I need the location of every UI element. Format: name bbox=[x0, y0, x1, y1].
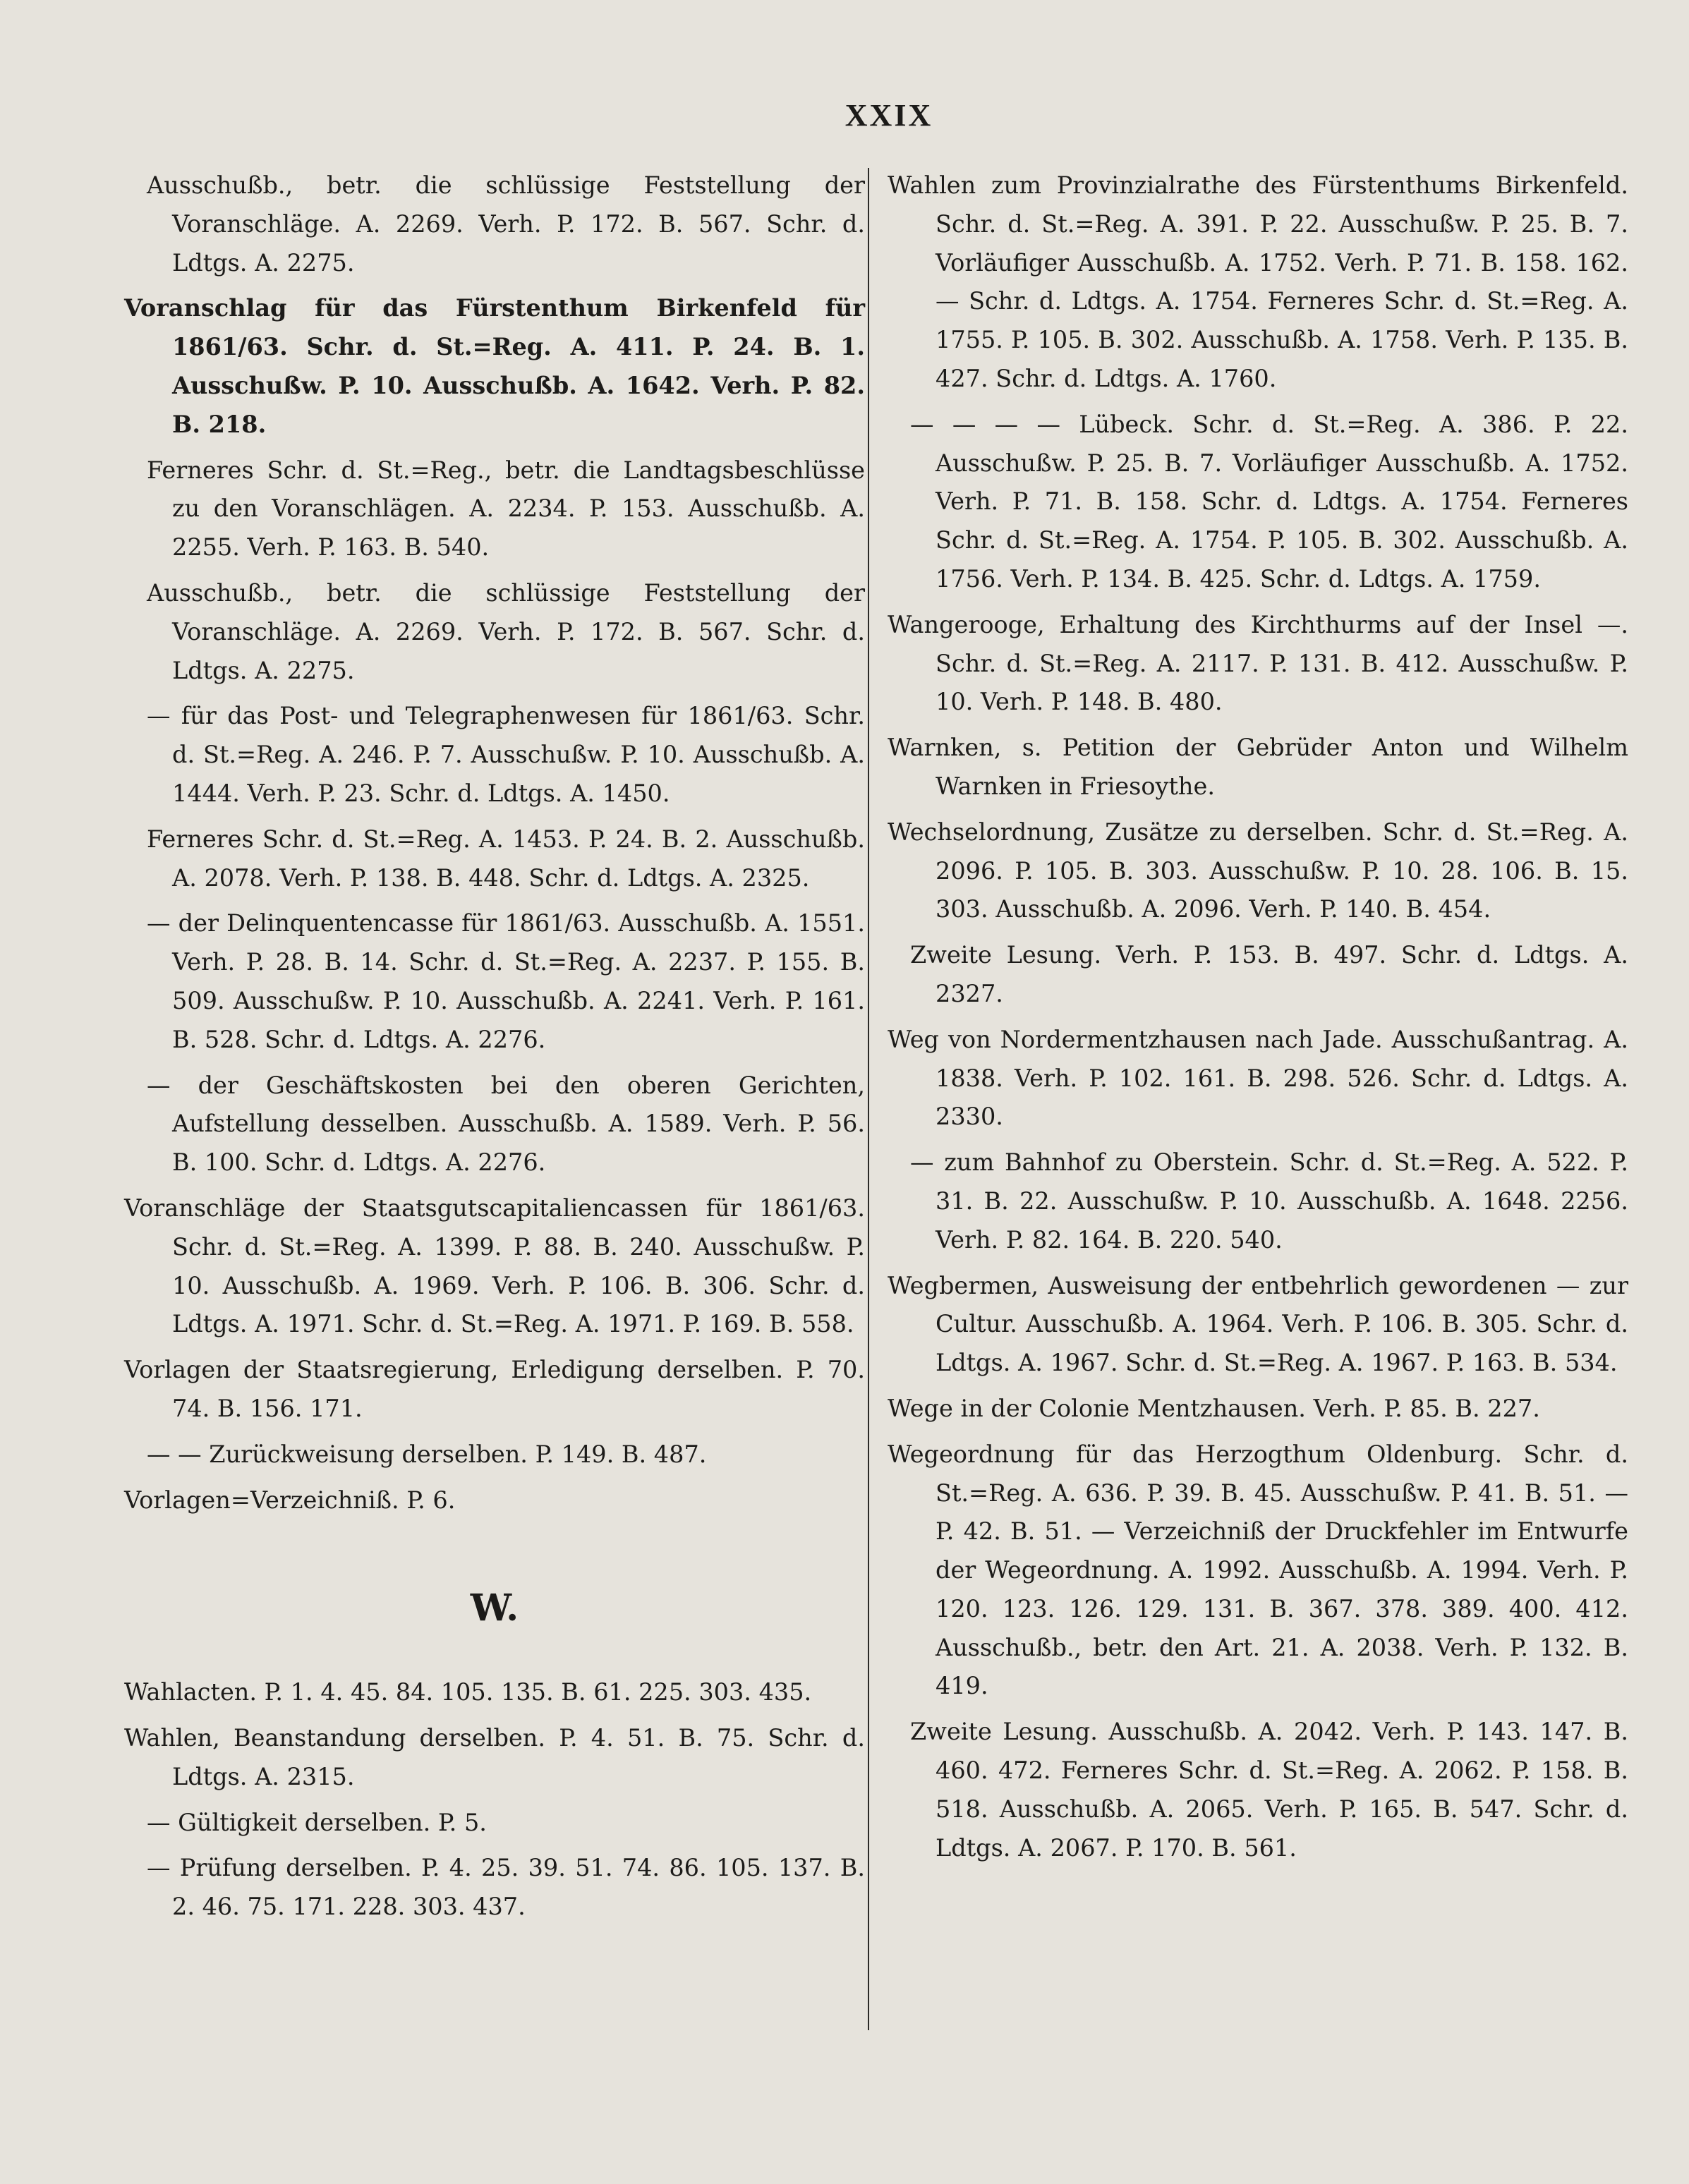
index-entry: Ferneres Schr. d. St.=Reg., betr. die Landtagsbeschlüsse zu den Voranschlägen. A. 2234. P. 153. Ausschußb. A. 2255. Verh. P. 163. B. 540. bbox=[147, 456, 865, 562]
index-entry: Ausschußb., betr. die schlüssige Feststellung der Voranschläge. A. 2269. Verh. P. 172. B. 567. Schr. d. Ldtgs. A. 2275. bbox=[147, 171, 865, 277]
index-entry: — der Geschäftskosten bei den oberen Gerichten, Aufstellung desselben. Ausschußb. A. 1589. Verh. P. 56. B. 100. Schr. d. Ldtgs. A. 2276. bbox=[147, 1071, 865, 1177]
index-entry: Ferneres Schr. d. St.=Reg. A. 1453. P. 24. B. 2. Ausschußb. A. 2078. Verh. P. 138. B. 448. Schr. d. Ldtgs. A. 2325. bbox=[147, 825, 865, 892]
index-entry: Wegeordnung für das Herzogthum Oldenburg. Schr. d. St.=Reg. A. 636. P. 39. B. 45. Ausschußw. P. 41. B. 51. — P. 42. B. 51. — Verzeichniß der Druckfehler im Entwurfe der Wegeordnung. A. 1992. Ausschußb. A. 1994. Verh. P. 120. 123. 126. 129. 131. B. 367. 378. 389. 400. 412. Ausschußb., betr. den Art. 21. A. 2038. Verh. P. 132. B. 419. bbox=[888, 1440, 1628, 1700]
right-column bbox=[888, 166, 1628, 1874]
index-entry: — für das Post- und Telegraphenwesen für 1861/63. Schr. d. St.=Reg. A. 246. P. 7. Ausschußw. P. 10. Ausschußb. A. 1444. Verh. P. 23. Schr. d. Ldtgs. A. 1450. bbox=[147, 702, 865, 807]
index-entry: Warnken, s. Petition der Gebrüder Anton und Wilhelm Warnken in Friesoythe. bbox=[888, 734, 1628, 800]
index-entry: Wangerooge, Erhaltung des Kirchthurms auf der Insel —. Schr. d. St.=Reg. A. 2117. P. 131. B. 412. Ausschußw. P. 10. Verh. P. 148. B. 480. bbox=[888, 610, 1628, 716]
index-entry: — — — — Lübeck. Schr. d. St.=Reg. A. 386. P. 22. Ausschußw. P. 25. B. 7. Vorläufiger Ausschußb. A. 1752. Verh. P. 71. B. 158. Schr. d. Ldtgs. A. 1754. Ferneres Schr. d. St.=Reg. A. 1754. P. 105. B. 302. Ausschußb. A. 1756. Verh. P. 134. B. 425. Schr. d. Ldtgs. A. 1759. bbox=[910, 410, 1628, 593]
index-entry: Voranschläge der Staatsgutscapitaliencassen für 1861/63. Schr. d. St.=Reg. A. 1399. P. 88. B. 240. Ausschußw. P. 10. Ausschußb. A. 1969. Verh. P. 106. B. 306. Schr. d. Ldtgs. A. 1971. Schr. d. St.=Reg. A. 1971. P. 169. B. 558. bbox=[124, 1194, 865, 1338]
index-entry: Vorlagen=Verzeichniß. P. 6. bbox=[124, 1486, 456, 1514]
index-entry: Wahlacten. P. 1. 4. 45. 84. 105. 135. B. 61. 225. 303. 435. bbox=[124, 1678, 812, 1706]
column-divider bbox=[868, 168, 869, 2030]
index-entry: Wege in der Colonie Mentzhausen. Verh. P. 85. B. 227. bbox=[888, 1394, 1540, 1422]
index-entry: — Prüfung derselben. P. 4. 25. 39. 51. 74. 86. 105. 137. B. 2. 46. 75. 171. 228. 303. 437. bbox=[147, 1854, 865, 1921]
index-entry: — — Zurückweisung derselben. P. 149. B. 487. bbox=[147, 1440, 707, 1468]
index-entry: Zweite Lesung. Verh. P. 153. B. 497. Schr. d. Ldtgs. A. 2327. bbox=[910, 941, 1628, 1007]
index-entry: Zweite Lesung. Ausschußb. A. 2042. Verh. P. 143. 147. B. 460. 472. Ferneres Schr. d. St.=Reg. A. 2062. P. 158. B. 518. Ausschußb. A. 2065. Verh. P. 165. B. 547. Schr. d. Ldtgs. A. 2067. P. 170. B. 561. bbox=[910, 1718, 1628, 1862]
index-entry: Voranschlag für das Fürstenthum Birkenfeld für 1861/63. Schr. d. St.=Reg. A. 411. P. 24. B. 1. Ausschußw. P. 10. Ausschußb. A. 1642. Verh. P. 82. B. 218. bbox=[124, 294, 865, 438]
index-entry: Ausschußb., betr. die schlüssige Feststellung der Voranschläge. A. 2269. Verh. P. 172. B. 567. Schr. d. Ldtgs. A. 2275. bbox=[147, 578, 865, 684]
index-entry: Wahlen, Beanstandung derselben. P. 4. 51. B. 75. Schr. d. Ldtgs. A. 2315. bbox=[124, 1724, 865, 1790]
index-entry: — zum Bahnhof zu Oberstein. Schr. d. St.=Reg. A. 522. P. 31. B. 22. Ausschußw. P. 10. Ausschußb. A. 1648. 2256. Verh. P. 82. 164. B. 220. 540. bbox=[910, 1148, 1628, 1254]
index-entry: Wechselordnung, Zusätze zu derselben. Schr. d. St.=Reg. A. 2096. P. 105. B. 303. Ausschußw. P. 10. 28. 106. B. 15. 303. Ausschußb. A. 2096. Verh. P. 140. B. 454. bbox=[888, 818, 1628, 923]
index-entry: Wegbermen, Ausweisung der entbehrlich gewordenen — zur Cultur. Ausschußb. A. 1964. Verh. P. 106. B. 305. Schr. d. Ldtgs. A. 1967. Schr. d. St.=Reg. A. 1967. P. 163. B. 534. bbox=[888, 1271, 1628, 1377]
index-entry: Vorlagen der Staatsregierung, Erledigung derselben. P. 70. 74. B. 156. 171. bbox=[124, 1356, 865, 1422]
index-entry: Wahlen zum Provinzialrathe des Fürstenthums Birkenfeld. Schr. d. St.=Reg. A. 391. P. 22. Ausschußw. P. 25. B. 7. Vorläufiger Ausschußb. A. 1752. Verh. P. 71. B. 158. 162. — Schr. d. Ldtgs. A. 1754. Ferneres Schr. d. St.=Reg. A. 1755. P. 105. B. 302. Ausschußb. A. 1758. Verh. P. 135. B. 427. Schr. d. Ldtgs. A. 1760. bbox=[888, 171, 1628, 392]
section-letter: W. bbox=[470, 1587, 519, 1630]
index-entry: — der Delinquentencasse für 1861/63. Ausschußb. A. 1551. Verh. P. 28. B. 14. Schr. d. St.=Reg. A. 2237. P. 155. B. 509. Ausschußw. P. 10. Ausschußb. A. 2241. Verh. P. 161. B. 528. Schr. d. Ldtgs. A. 2276. bbox=[147, 909, 865, 1053]
index-entry: Weg von Nordermentzhausen nach Jade. Ausschußantrag. A. 1838. Verh. P. 102. 161. B. 298. 526. Schr. d. Ldtgs. A. 2330. bbox=[888, 1025, 1628, 1131]
left-column bbox=[124, 166, 865, 1934]
index-entry: — Gültigkeit derselben. P. 5. bbox=[147, 1808, 487, 1836]
page-number: XXIX bbox=[844, 98, 933, 133]
